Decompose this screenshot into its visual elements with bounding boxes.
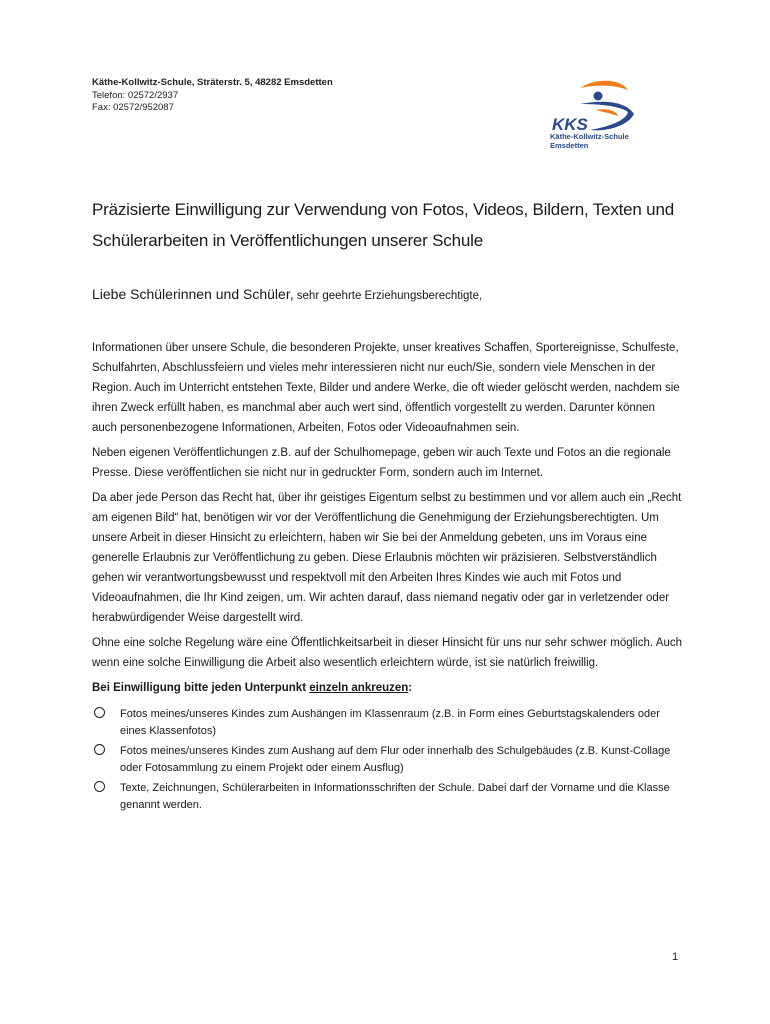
consent-checkbox-hallway-photos[interactable] — [94, 744, 105, 755]
school-phone: Telefon: 02572/2937 — [92, 89, 179, 101]
school-address: Käthe-Kollwitz-Schule, Sträterstr. 5, 48282 Emsdetten — [92, 77, 333, 88]
document-title — [92, 194, 692, 256]
instruction-emphasis: einzeln ankreuzen — [309, 682, 409, 694]
paragraph-rights: Da aber jede Person das Recht hat, über ihr geistiges Eigentum selbst zu bestimmen und vor allem auch ein „Recht am eigenen Bild“ hat, benötigen wir vor der Veröffentlichung die Genehmigung der Erziehungsberechtigten. Um unsere Arbeit in dieser Hinsicht zu erleichtern, haben wir Sie bei der Anmeldung gebeten, uns im Voraus eine generelle Erlaubnis zur Veröffentlichung zu geben. Diese Erlaubnis möchten wir präzisieren. Selbstverständlich gehen wir verantwortungsbewusst und respektvoll mit den Arbeiten Ihres Kindes wie auch mit Fotos und Videoaufnahmen, die Ihr Kind zeigen, um. Wir achten darauf, dass niemand negativ oder gar in verletzender oder herabwürdigender Weise dargestellt wird. — [92, 492, 682, 624]
logo-blue-swoosh — [580, 102, 634, 131]
logo-name-line-2: Emsdetten — [550, 141, 589, 150]
title-line-1: Präzisierte Einwilligung zur Verwendung von Fotos, Videos, Bildern, Texten und — [92, 200, 674, 219]
consent-checkbox-classroom-photos[interactable] — [94, 707, 105, 718]
consent-option — [92, 706, 682, 740]
paragraph-intro: Informationen über unsere Schule, die besonderen Projekte, unser kreatives Schaffen, Sportereignisse, Schulfeste, Schulfahrten, Abschlussfeiern und vieles mehr interessieren nicht nur euch/Sie, sondern viele Menschen in der Region. Auch im Unterricht entstehen Texte, Bilder und andere Werke, die oft wieder gelöscht werden, nachdem sie ihren Zweck erfüllt haben, es manchmal aber auch wert sind, öffentlich vorgestellt zu werden. Darunter können auch personenbezogene Informationen, Arbeiten, Fotos oder Videoaufnahmen sein. — [92, 342, 680, 434]
consent-option-label: Texte, Zeichnungen, Schülerarbeiten in Informationsschriften der Schule. Dabei darf der Vorname und die Klasse genannt werden. — [120, 782, 670, 811]
consent-options — [92, 706, 682, 814]
consent-option-label: Fotos meines/unseres Kindes zum Aushang auf dem Flur oder innerhalb des Schulgebäudes (z.B. Kunst-Collage oder Fotosammlung zu einem Projekt oder einem Ausflug) — [120, 745, 671, 774]
consent-instruction — [92, 678, 682, 698]
kks-logo-graphic — [550, 76, 660, 134]
logo-letters: KKS — [552, 115, 588, 134]
instruction-text: Bei Einwilligung bitte jeden Unterpunkt — [92, 682, 310, 694]
paragraph-press: Neben eigenen Veröffentlichungen z.B. auf der Schulhomepage, geben wir auch Texte und Fotos an die regionale Presse. Diese veröffentlichen sie nicht nur in gedruckter Form, sondern auch im Internet. — [92, 447, 671, 479]
consent-option — [92, 743, 682, 777]
logo-orange-swoosh — [580, 81, 628, 90]
salutation — [92, 284, 482, 306]
salutation-main: Liebe Schülerinnen und Schüler, — [92, 286, 294, 302]
instruction-colon: : — [408, 682, 413, 694]
title-line-2: Schülerarbeiten in Veröffentlichungen unserer Schule — [92, 231, 483, 250]
consent-checkbox-school-publications[interactable] — [94, 781, 105, 792]
logo-orange-accent — [596, 109, 618, 116]
logo-school-name — [550, 132, 629, 150]
school-logo — [550, 76, 660, 156]
consent-option-label: Fotos meines/unseres Kindes zum Aushängen im Klassenraum (z.B. in Form eines Geburtstagskalenders oder eines Klassenfotos) — [120, 708, 660, 737]
logo-name-line-1: Käthe-Kollwitz-Schule — [550, 132, 629, 141]
letter-body — [92, 338, 682, 817]
paragraph-voluntary: Ohne eine solche Regelung wäre eine Öffentlichkeitsarbeit in dieser Hinsicht für uns nur sehr schwer möglich. Auch wenn eine solche Einwilligung die Arbeit also wesentlich erleichtern würde, ist sie natürlich freiwillig. — [92, 637, 682, 669]
consent-option — [92, 780, 682, 814]
page-number: 1 — [672, 951, 679, 963]
salutation-rest: sehr geehrte Erziehungsberechtigte, — [293, 290, 483, 302]
school-letterhead — [92, 77, 333, 115]
school-fax: Fax: 02572/952087 — [92, 102, 174, 113]
logo-dot — [594, 92, 603, 101]
